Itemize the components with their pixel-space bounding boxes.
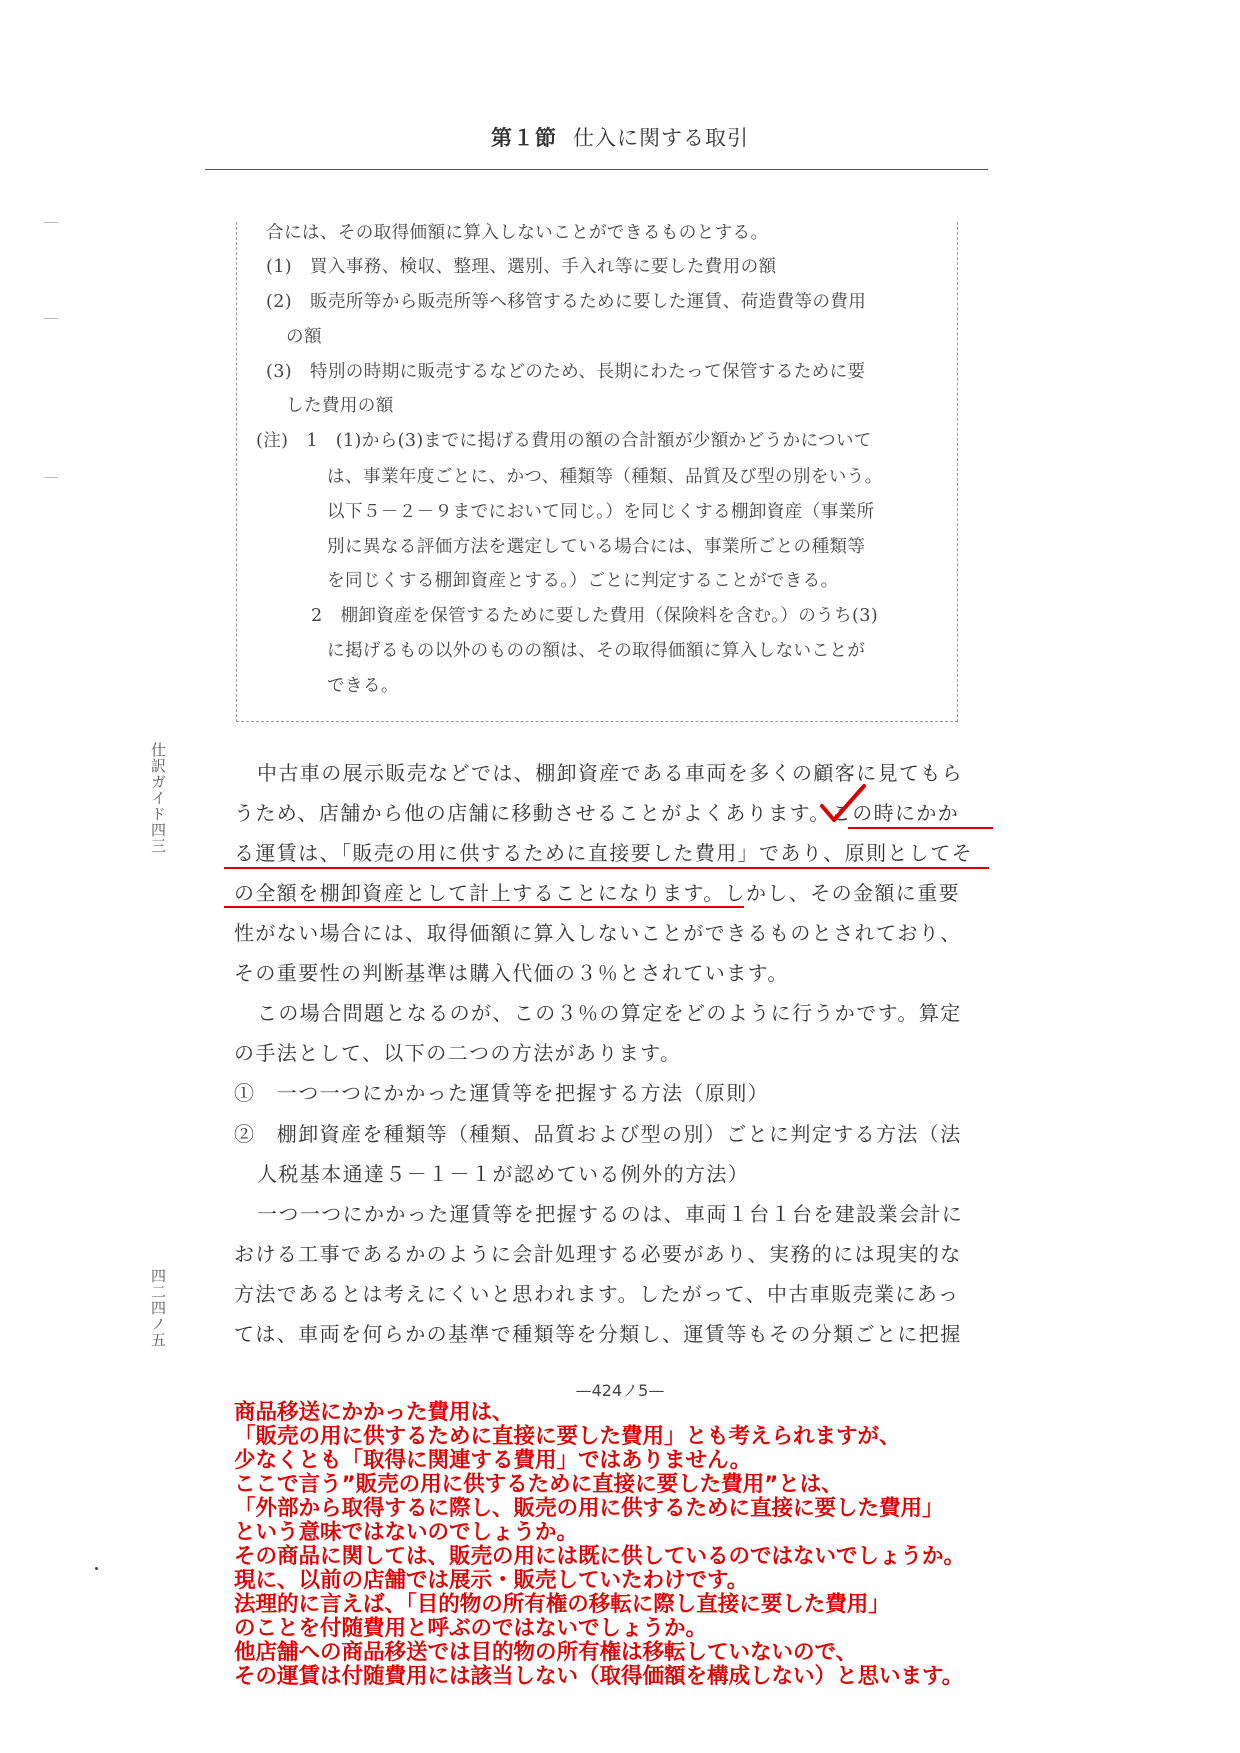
body-line: ② 棚卸資産を種類等（種類、品質および型の別）ごとに判定する方法（法 <box>234 1122 962 1146</box>
margin-mark <box>44 477 58 478</box>
side-note-page: 四二四ノ五 <box>149 1268 167 1348</box>
annotation-line: その商品に関しては、販売の用には既に供しているのではないでしょうか。 <box>234 1544 966 1569</box>
section-title: 仕入に関する取引 <box>573 126 749 150</box>
section-number: 第１節 <box>491 126 557 150</box>
quote-line: は、事業年度ごとに、かつ、種類等（種類、品質及び型の別をいう。 <box>327 467 883 487</box>
quote-line: の額 <box>286 327 322 347</box>
annotation-line: 少なくとも「取得に関連する費用」ではありません。 <box>234 1448 752 1473</box>
quote-line: できる。 <box>327 676 399 696</box>
body-line: 人税基本通達５－１－１が認めている例外的方法） <box>257 1162 750 1186</box>
check-mark-icon <box>818 782 868 826</box>
annotation-line: 「販売の用に供するために直接に要した費用」とも考えられますが、 <box>234 1424 901 1449</box>
margin-mark <box>44 318 58 319</box>
quote-line: (注) 1 (1)から(3)までに掲げる費用の額の合計額が少額かどうかについて <box>256 431 872 451</box>
page-number: —424ノ5— <box>575 1381 665 1400</box>
quote-line: 以下５－２－９までにおいて同じ。）を同じくする棚卸資産（事業所 <box>327 502 875 522</box>
body-line: ① 一つ一つにかかった運賃等を把握する方法（原則） <box>234 1081 769 1105</box>
annotation-line: 法理的に言えば、「目的物の所有権の移転に際し直接に要した費用」 <box>234 1592 890 1617</box>
body-line: ては、車両を何らかの基準で種類等を分類し、運賃等もその分類ごとに把握 <box>234 1322 962 1346</box>
quote-line: (3) 特別の時期に販売するなどのため、長期にわたって保管するために要 <box>266 362 866 382</box>
quote-line: (2) 販売所等から販売所等へ移管するために要した運賃、荷造費等の費用 <box>266 292 867 312</box>
quote-line: した費用の額 <box>286 396 394 416</box>
quote-line: 合には、その取得価額に算入しないことができるものとする。 <box>266 223 769 243</box>
body-line: 一つ一つにかかった運賃等を把握するのは、車両１台１台を建設業会計に <box>257 1202 964 1226</box>
quote-line: 別に異なる評価方法を選定している場合には、事業所ごとの種類等 <box>327 537 866 557</box>
body-line: おける工事であるかのように会計処理する必要があり、実務的には現実的な <box>234 1242 962 1266</box>
body-line: 中古車の展示販売などでは、棚卸資産である車両を多くの顧客に見てもら <box>257 761 964 785</box>
red-underline <box>224 906 744 908</box>
quote-line: に掲げるもの以外のものの額は、その取得価額に算入しないことが <box>327 641 866 661</box>
body-line: 性がない場合には、取得価額に算入しないことができるものとされており、 <box>234 921 962 945</box>
body-line: 方法であるとは考えにくいと思われます。したがって、中古車販売業にあっ <box>234 1282 960 1306</box>
annotation-line: その運賃は付随費用には該当しない（取得価額を構成しない）と思います。 <box>234 1664 964 1689</box>
red-underline <box>224 867 989 869</box>
body-line: の手法として、以下の二つの方法があります。 <box>234 1041 682 1065</box>
page-title <box>0 122 1240 152</box>
title-rule <box>205 169 988 170</box>
annotation-line: のことを付随費用と呼ぶのではないでしょうか。 <box>234 1616 708 1641</box>
margin-mark <box>44 222 58 223</box>
side-note-guide: 仕訳ガイド四三 <box>149 742 167 854</box>
body-line: る運賃は、「販売の用に供するために直接要した費用」であり、原則としてそ <box>234 841 973 865</box>
body-line: この場合問題となるのが、この３％の算定をどのように行うかです。算定 <box>257 1001 962 1025</box>
scan-speck <box>95 1567 98 1570</box>
red-underline <box>848 827 993 829</box>
quote-line: を同じくする棚卸資産とする。）ごとに判定することができる。 <box>327 571 839 591</box>
body-line: の全額を棚卸資産として計上することになります。しかし、その金額に重要 <box>234 881 960 905</box>
annotation-line: 商品移送にかかった費用は、 <box>234 1400 514 1425</box>
quote-line: (1) 買入事務、検収、整理、選別、手入れ等に要した費用の額 <box>266 257 777 277</box>
body-line: その重要性の判断基準は購入代価の３％とされています。 <box>234 961 789 985</box>
body-line: うため、店舗から他の店舗に移動させることがよくあります。この時にかか <box>234 801 960 825</box>
annotation-line: 現に、以前の店舗では展示・販売していたわけです。 <box>234 1568 749 1593</box>
quote-line: 2 棚卸資産を保管するために要した費用（保険料を含む。）のうち(3) <box>311 606 879 626</box>
annotation-line: ここで言う”販売の用に供するために直接に要した費用”とは、 <box>234 1472 843 1497</box>
annotation-line: という意味ではないのでしょうか。 <box>234 1520 579 1545</box>
annotation-line: 他店舗への商品移送では目的物の所有権は移転していないので、 <box>234 1640 858 1665</box>
annotation-line: 「外部から取得するに際し、販売の用に供するために直接に要した費用」 <box>234 1496 944 1521</box>
